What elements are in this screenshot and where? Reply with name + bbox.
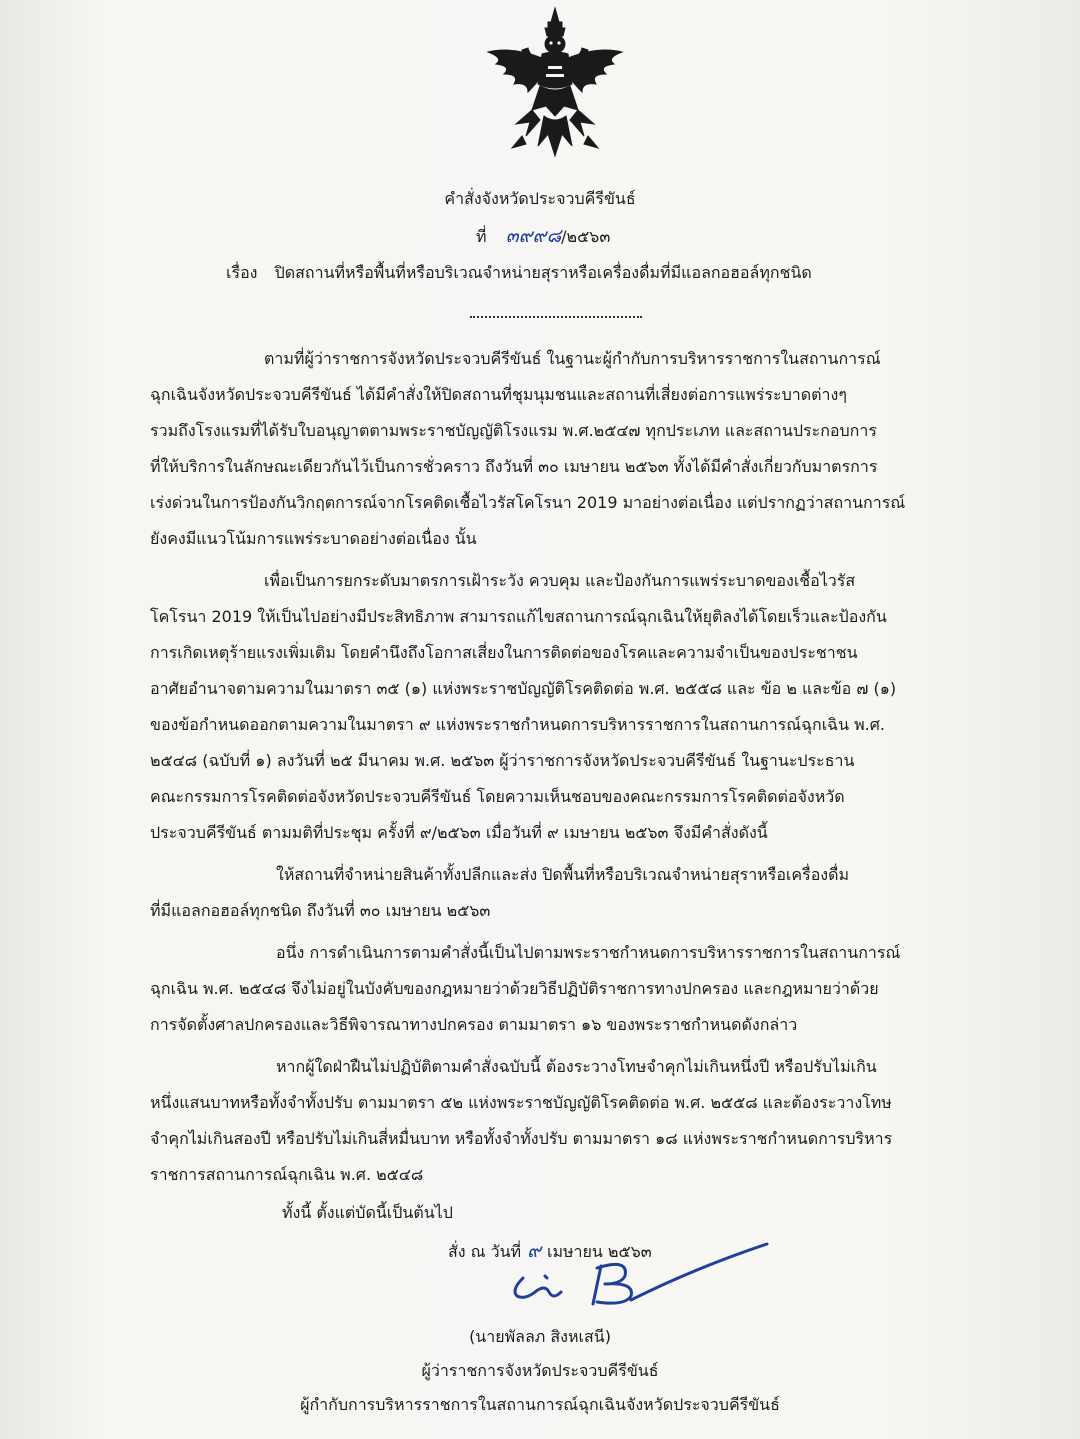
signer-position-emergency: ผู้กำกับการบริหารราชการในสถานการณ์ฉุกเฉินจังหวัดประจวบคีรีขันธ์ xyxy=(300,1395,780,1414)
paragraph-2-line-7: คณะกรรมการโรคติดต่อจังหวัดประจวบคีรีขันธ์ โดยความเห็นชอบของคณะกรรมการโรคติดต่อจังหวัด xyxy=(150,787,845,806)
paragraph-3-line-2: ที่มีแอลกอฮอล์ทุกชนิด ถึงวันที่ ๓๐ เมษายน ๒๕๖๓ xyxy=(150,901,491,920)
subject-text: ปิดสถานที่หรือพื้นที่หรือบริเวณจำหน่ายสุราหรือเครื่องดื่มที่มีแอลกอฮอล์ทุกชนิด xyxy=(274,263,812,282)
subject-line xyxy=(226,260,812,286)
paragraph-2-line-6: ๒๕๔๘ (ฉบับที่ ๑) ลงวันที่ ๒๕ มีนาคม พ.ศ. ๒๕๖๓ ผู้ว่าราชการจังหวัดประจวบคีรีขันธ์ ในฐานะประธาน xyxy=(150,751,855,770)
order-number-line xyxy=(476,223,610,250)
paragraph-2-line-2: โคโรนา 2019 ให้เป็นไปอย่างมีประสิทธิภาพ สามารถแก้ไขสถานการณ์ฉุกเฉินให้ยุติลงได้โดยเร็วและป้องกัน xyxy=(150,607,887,626)
order-number-handwritten: ๓๙๙๘ xyxy=(505,225,562,247)
paragraph-1-line-3: รวมถึงโรงแรมที่ได้รับใบอนุญาตตามพระราชบัญญัติโรงแรม พ.ศ.๒๕๔๗ ทุกประเภท และสถานประกอบการ xyxy=(150,421,877,440)
date-day-handwritten: ๙ xyxy=(527,1240,541,1262)
paragraph-2-line-1: เพื่อเป็นการยกระดับมาตรการเฝ้าระวัง ควบคุม และป้องกันการแพร่ระบาดของเชื้อไวรัส xyxy=(264,571,856,590)
paragraph-2-line-4: อาศัยอำนาจตามความในมาตรา ๓๕ (๑) แห่งพระราชบัญญัติโรคติดต่อ พ.ศ. ๒๕๕๘ และ ข้อ ๒ และข้อ ๗ (๑) xyxy=(150,679,897,698)
paragraph-1-line-5: เร่งด่วนในการป้องกันวิกฤตการณ์จากโรคติดเชื้อไวรัสโคโรนา 2019 มาอย่างต่อเนื่อง แต่ปรากฏว่าสถานการณ์ xyxy=(150,493,906,512)
paragraph-5-line-3: จำคุกไม่เกินสองปี หรือปรับไม่เกินสี่หมื่นบาท หรือทั้งจำทั้งปรับ ตามมาตรา ๑๘ แห่งพระราชกำหนดการบริหาร xyxy=(150,1129,893,1148)
dotted-divider xyxy=(470,306,642,318)
paragraph-1-line-2: ฉุกเฉินจังหวัดประจวบคีรีขันธ์ ได้มีคำสั่งให้ปิดสถานที่ชุมนุมชนและสถานที่เสี่ยงต่อการแพร่ระบาดต่างๆ xyxy=(150,385,847,404)
order-number-suffix: /๒๕๖๓ xyxy=(561,227,611,246)
paragraph-1-line-4: ที่ให้บริการในลักษณะเดียวกันไว้เป็นการชั่วคราว ถึงวันที่ ๓๐ เมษายน ๒๕๖๓ ทั้งได้มีคำสั่งเกี่ยวกับมาตรการ xyxy=(150,457,878,476)
signer-name: (นายพัลลภ สิงหเสนี) xyxy=(469,1327,611,1346)
paragraph-4-line-2: ฉุกเฉิน พ.ศ. ๒๕๔๘ จึงไม่อยู่ในบังคับของกฎหมายว่าด้วยวิธีปฏิบัติราชการทางปกครอง และกฎหมายว่าด้วย xyxy=(150,979,879,998)
order-title: คำสั่งจังหวัดประจวบคีรีขันธ์ xyxy=(444,189,636,208)
paragraph-1-line-1: ตามที่ผู้ว่าราชการจังหวัดประจวบคีรีขันธ์ ในฐานะผู้กำกับการบริหารราชการในสถานการณ์ xyxy=(264,349,881,368)
paragraph-2-line-5: ของข้อกำหนดออกตามความในมาตรา ๙ แห่งพระราชกำหนดการบริหารราชการในสถานการณ์ฉุกเฉิน พ.ศ. xyxy=(150,715,885,734)
garuda-emblem-icon xyxy=(482,6,628,166)
paragraph-5-line-4: ราชการสถานการณ์ฉุกเฉิน พ.ศ. ๒๕๔๘ xyxy=(150,1165,424,1184)
effective-clause: ทั้งนี้ ตั้งแต่บัดนี้เป็นต้นไป xyxy=(282,1203,453,1222)
paragraph-2-line-3: การเกิดเหตุร้ายแรงเพิ่มเติม โดยคำนึงถึงโอกาสเสี่ยงในการติดต่อของโรคและความจำเป็นของประชาชน xyxy=(150,643,858,662)
signer-position-governor: ผู้ว่าราชการจังหวัดประจวบคีรีขันธ์ xyxy=(421,1361,659,1380)
paragraph-5-line-2: หนึ่งแสนบาทหรือทั้งจำทั้งปรับ ตามมาตรา ๕๒ แห่งพระราชบัญญัติโรคติดต่อ พ.ศ. ๒๕๕๘ และต้องระวางโทษ xyxy=(150,1093,892,1112)
subject-label: เรื่อง xyxy=(226,263,258,282)
paragraph-4-line-3: การจัดตั้งศาลปกครองและวิธีพิจารณาทางปกครอง ตามมาตรา ๑๖ ของพระราชกำหนดดังกล่าว xyxy=(150,1015,798,1034)
paragraph-4-line-1: อนึ่ง การดำเนินการตามคำสั่งนี้เป็นไปตามพระราชกำหนดการบริหารราชการในสถานการณ์ xyxy=(276,943,901,962)
paragraph-5-line-1: หากผู้ใดฝ่าฝืนไม่ปฏิบัติตามคำสั่งฉบับนี้ ต้องระวางโทษจำคุกไม่เกินหนึ่งปี หรือปรับไม่เกิน xyxy=(276,1057,877,1076)
paragraph-3-line-1: ให้สถานที่จำหน่ายสินค้าทั้งปลีกและส่ง ปิดพื้นที่หรือบริเวณจำหน่ายสุราหรือเครื่องดื่ม xyxy=(276,865,850,884)
date-prefix: สั่ง ณ วันที่ xyxy=(448,1242,522,1261)
date-suffix: เมษายน ๒๕๖๓ xyxy=(546,1242,652,1261)
handwritten-signature xyxy=(505,1238,775,1313)
order-number-prefix: ที่ xyxy=(476,227,487,246)
paragraph-2-line-8: ประจวบคีรีขันธ์ ตามมติที่ประชุม ครั้งที่ ๙/๒๕๖๓ เมื่อวันที่ ๙ เมษายน ๒๕๖๓ จึงมีคำสั่งดังนี้ xyxy=(150,823,768,842)
paragraph-1-line-6: ยังคงมีแนวโน้มการแพร่ระบาดอย่างต่อเนื่อง นั้น xyxy=(150,529,477,548)
